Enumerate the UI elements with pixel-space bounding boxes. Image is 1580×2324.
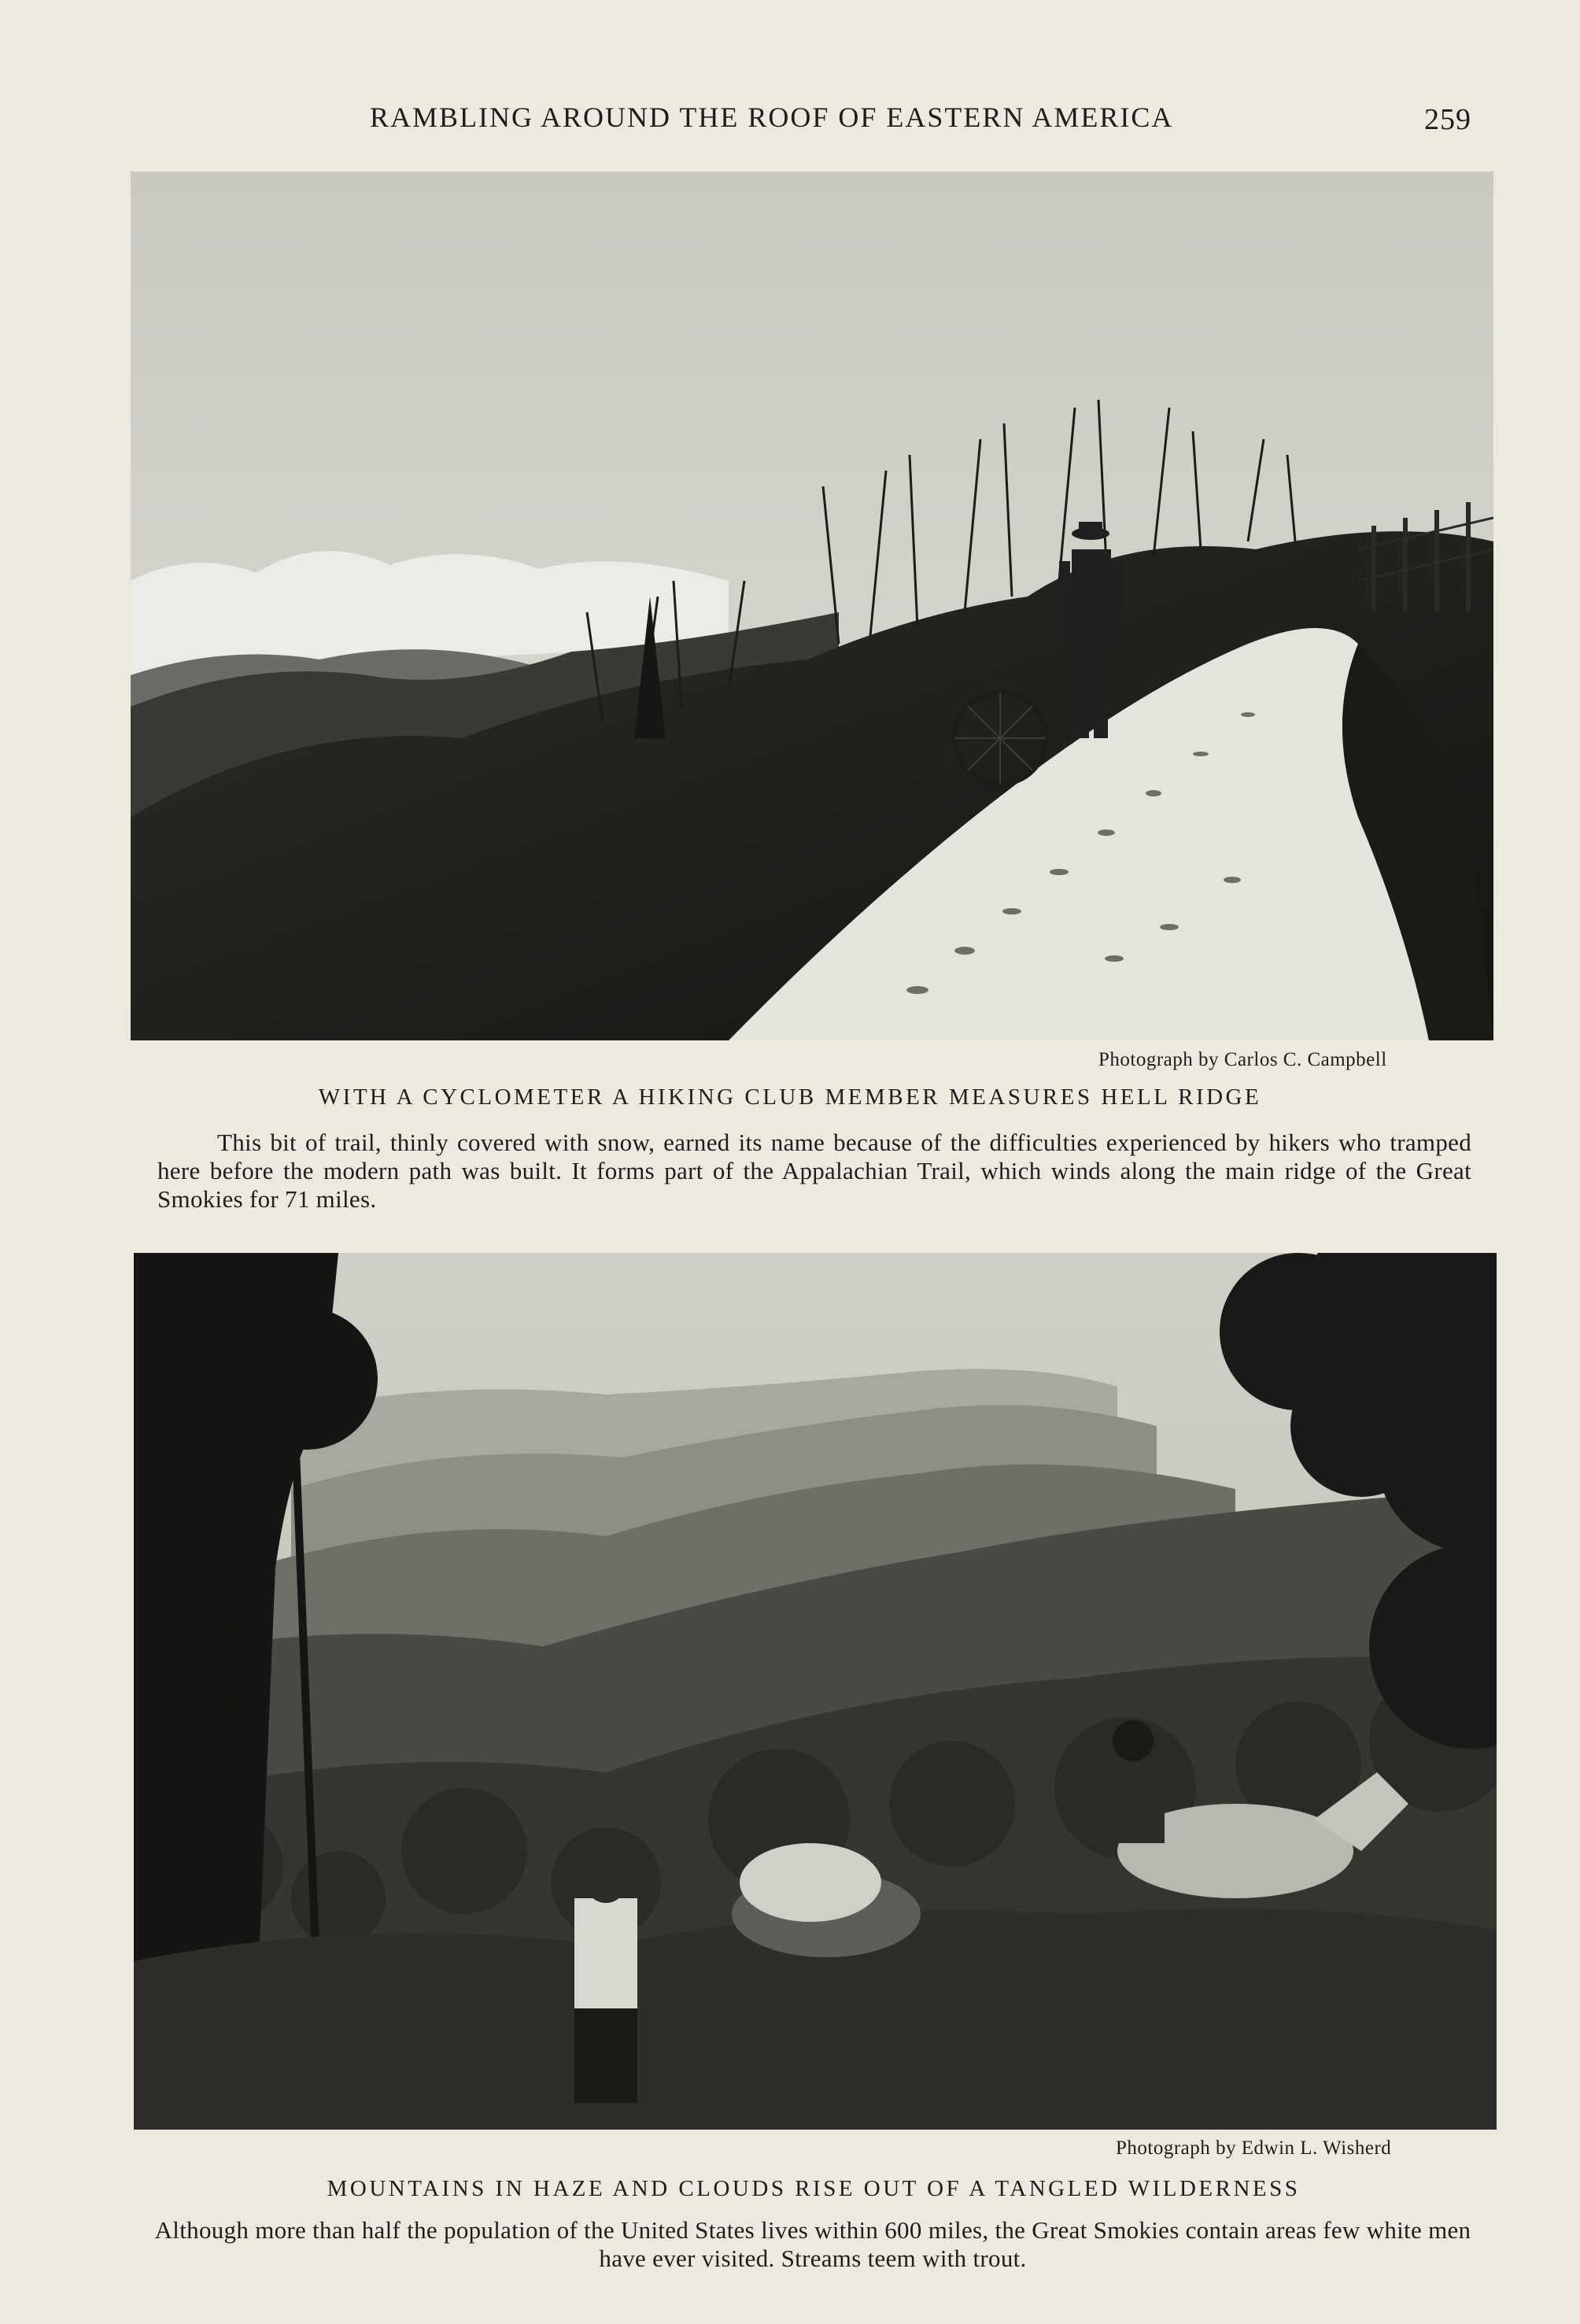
photo-tangled-wilderness-illustration: [134, 1253, 1497, 2130]
photo-tangled-wilderness: [134, 1253, 1497, 2130]
page-number: 259: [1424, 103, 1471, 136]
photo-hell-ridge: [131, 172, 1493, 1040]
caption-text: Although more than half the population of the United States lives within 600 miles, the Great Smokies contain areas few white men have ever visited. Streams teem with trout.: [154, 2216, 1471, 2272]
running-head: RAMBLING AROUND THE ROOF OF EASTERN AMERICA: [370, 102, 1174, 133]
caption-title: WITH A CYCLOMETER A HIKING CLUB MEMBER MEASURES HELL RIDGE: [318, 1084, 1262, 1110]
caption-text: This bit of trail, thinly covered with snow, earned its name because of the difficulties experienced by hikers who tramped here before the modern path was built. It forms part of the Appalachian Trail, which winds along the main ridge of the Great Smokies for 71 miles.: [157, 1129, 1471, 1213]
photo-hell-ridge-illustration: [131, 172, 1493, 1040]
photo-credit: Photograph by Edwin L. Wisherd: [1116, 2137, 1392, 2159]
caption-title: MOUNTAINS IN HAZE AND CLOUDS RISE OUT OF A TANGLED WILDERNESS: [327, 2176, 1301, 2201]
photo-credit: Photograph by Carlos C. Campbell: [1098, 1049, 1387, 1070]
